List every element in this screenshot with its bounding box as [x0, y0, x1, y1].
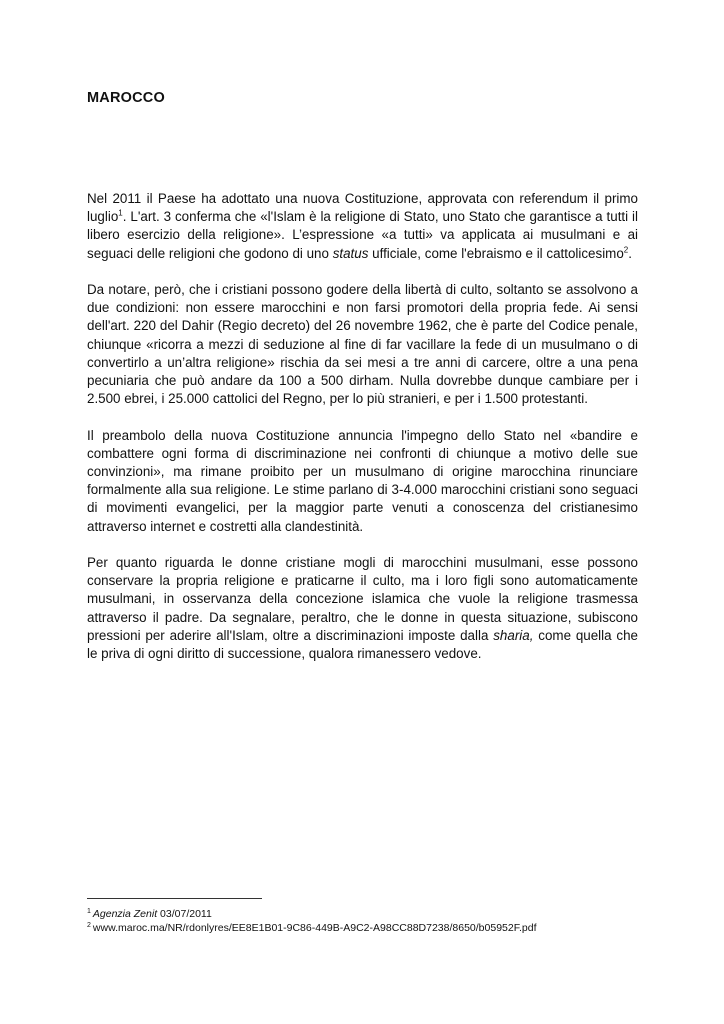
- paragraph-4-text-b: come quella che le priva di ogni diritto di successione, qualora rimanessero vedove.: [87, 627, 638, 662]
- footnote-separator: [87, 898, 262, 899]
- footnotes: [87, 907, 647, 935]
- footnote-1-source: Agenzia Zenit: [92, 908, 158, 920]
- footnote-2-number: 2: [87, 921, 91, 929]
- paragraph-4-emphasis: sharia,: [493, 627, 534, 643]
- footnote-1: [87, 907, 647, 921]
- page-title: MAROCCO: [87, 90, 165, 106]
- footnote-1-date: 03/07/2011: [157, 908, 212, 920]
- paragraph-1-text-d: .: [628, 245, 632, 261]
- footnote-ref-2: 2: [623, 245, 629, 255]
- paragraph-1: [87, 190, 638, 263]
- document-body: [87, 190, 638, 681]
- paragraph-1-emphasis: status: [332, 245, 369, 261]
- footnote-2: [87, 921, 647, 935]
- footnote-2-url[interactable]: www.maroc.ma/NR/rdonlyres/EE8E1B01-9C86-449B-A9C2-A98CC88D7238/8650/b05952F.pdf: [92, 922, 537, 934]
- paragraph-2: Da notare, però, che i cristiani possono godere della libertà di culto, soltanto se assolvono a due condizioni: non essere marocchini e non farsi promotori della propria fede. Ai sensi dell'art. 220 del Dahir (Regio decreto) del 26 novembre 1962, che è parte del Codice penale, chiunque «ricorra a mezzi di seduzione al fine di far vacillare la fede di un musulmano o di convertirlo a un’altra religione» rischia da sei mesi a tre anni di carcere, oltre a una pena pecuniaria che può andare da 100 a 500 dirham. Nulla dovrebbe dunque cambiare per i 2.500 ebrei, i 25.000 cattolici del Regno, per lo più stranieri, e per i 1.500 protestanti.: [87, 282, 638, 407]
- footnote-1-number: 1: [87, 907, 91, 915]
- paragraph-1-text-a: Nel 2011 il Paese ha adottato una nuova Costituzione, approvata con referendum il primo luglio: [87, 191, 638, 225]
- paragraph-4-text-a: Per quanto riguarda le donne cristiane mogli di marocchini musulmani, esse possono conservare la propria religione e praticarne il culto, ma i loro figli sono automaticamente musulmani, in osservanza della concezione islamica che vuole la religione trasmessa attraverso il padre. Da segnalare, peraltro, che le donne in questa situazione, subiscono pressioni per aderire all'Islam, oltre a discriminazioni imposte dalla: [87, 555, 638, 643]
- paragraph-3: Il preambolo della nuova Costituzione annuncia l'impegno dello Stato nel «bandire e combattere ogni forma di discriminazione nei confronti di chiunque a motivo delle sue convinzioni», ma rimane proibito per un musulmano di origine marocchina rinunciare formalmente alla sua religione. Le stime parlano di 3-4.000 marocchini cristiani sono seguaci di movimenti evangelici, per la maggior parte venuti a conoscenza del cristianesimo attraverso internet e costretti alla clandestinità.: [87, 427, 638, 534]
- paragraph-1-text-c: ufficiale, come l'ebraismo e il cattolicesimo: [368, 245, 624, 261]
- paragraph-1-text-b: . L'art. 3 conferma che «l'Islam è la religione di Stato, uno Stato che garantisce a tutti il libero esercizio della religione». L’espressione «a tutti» va applicata ai musulmani e ai seguaci delle religioni che godono di uno: [87, 209, 638, 261]
- footnote-ref-1: 1: [118, 208, 123, 218]
- paragraph-4: [87, 554, 638, 663]
